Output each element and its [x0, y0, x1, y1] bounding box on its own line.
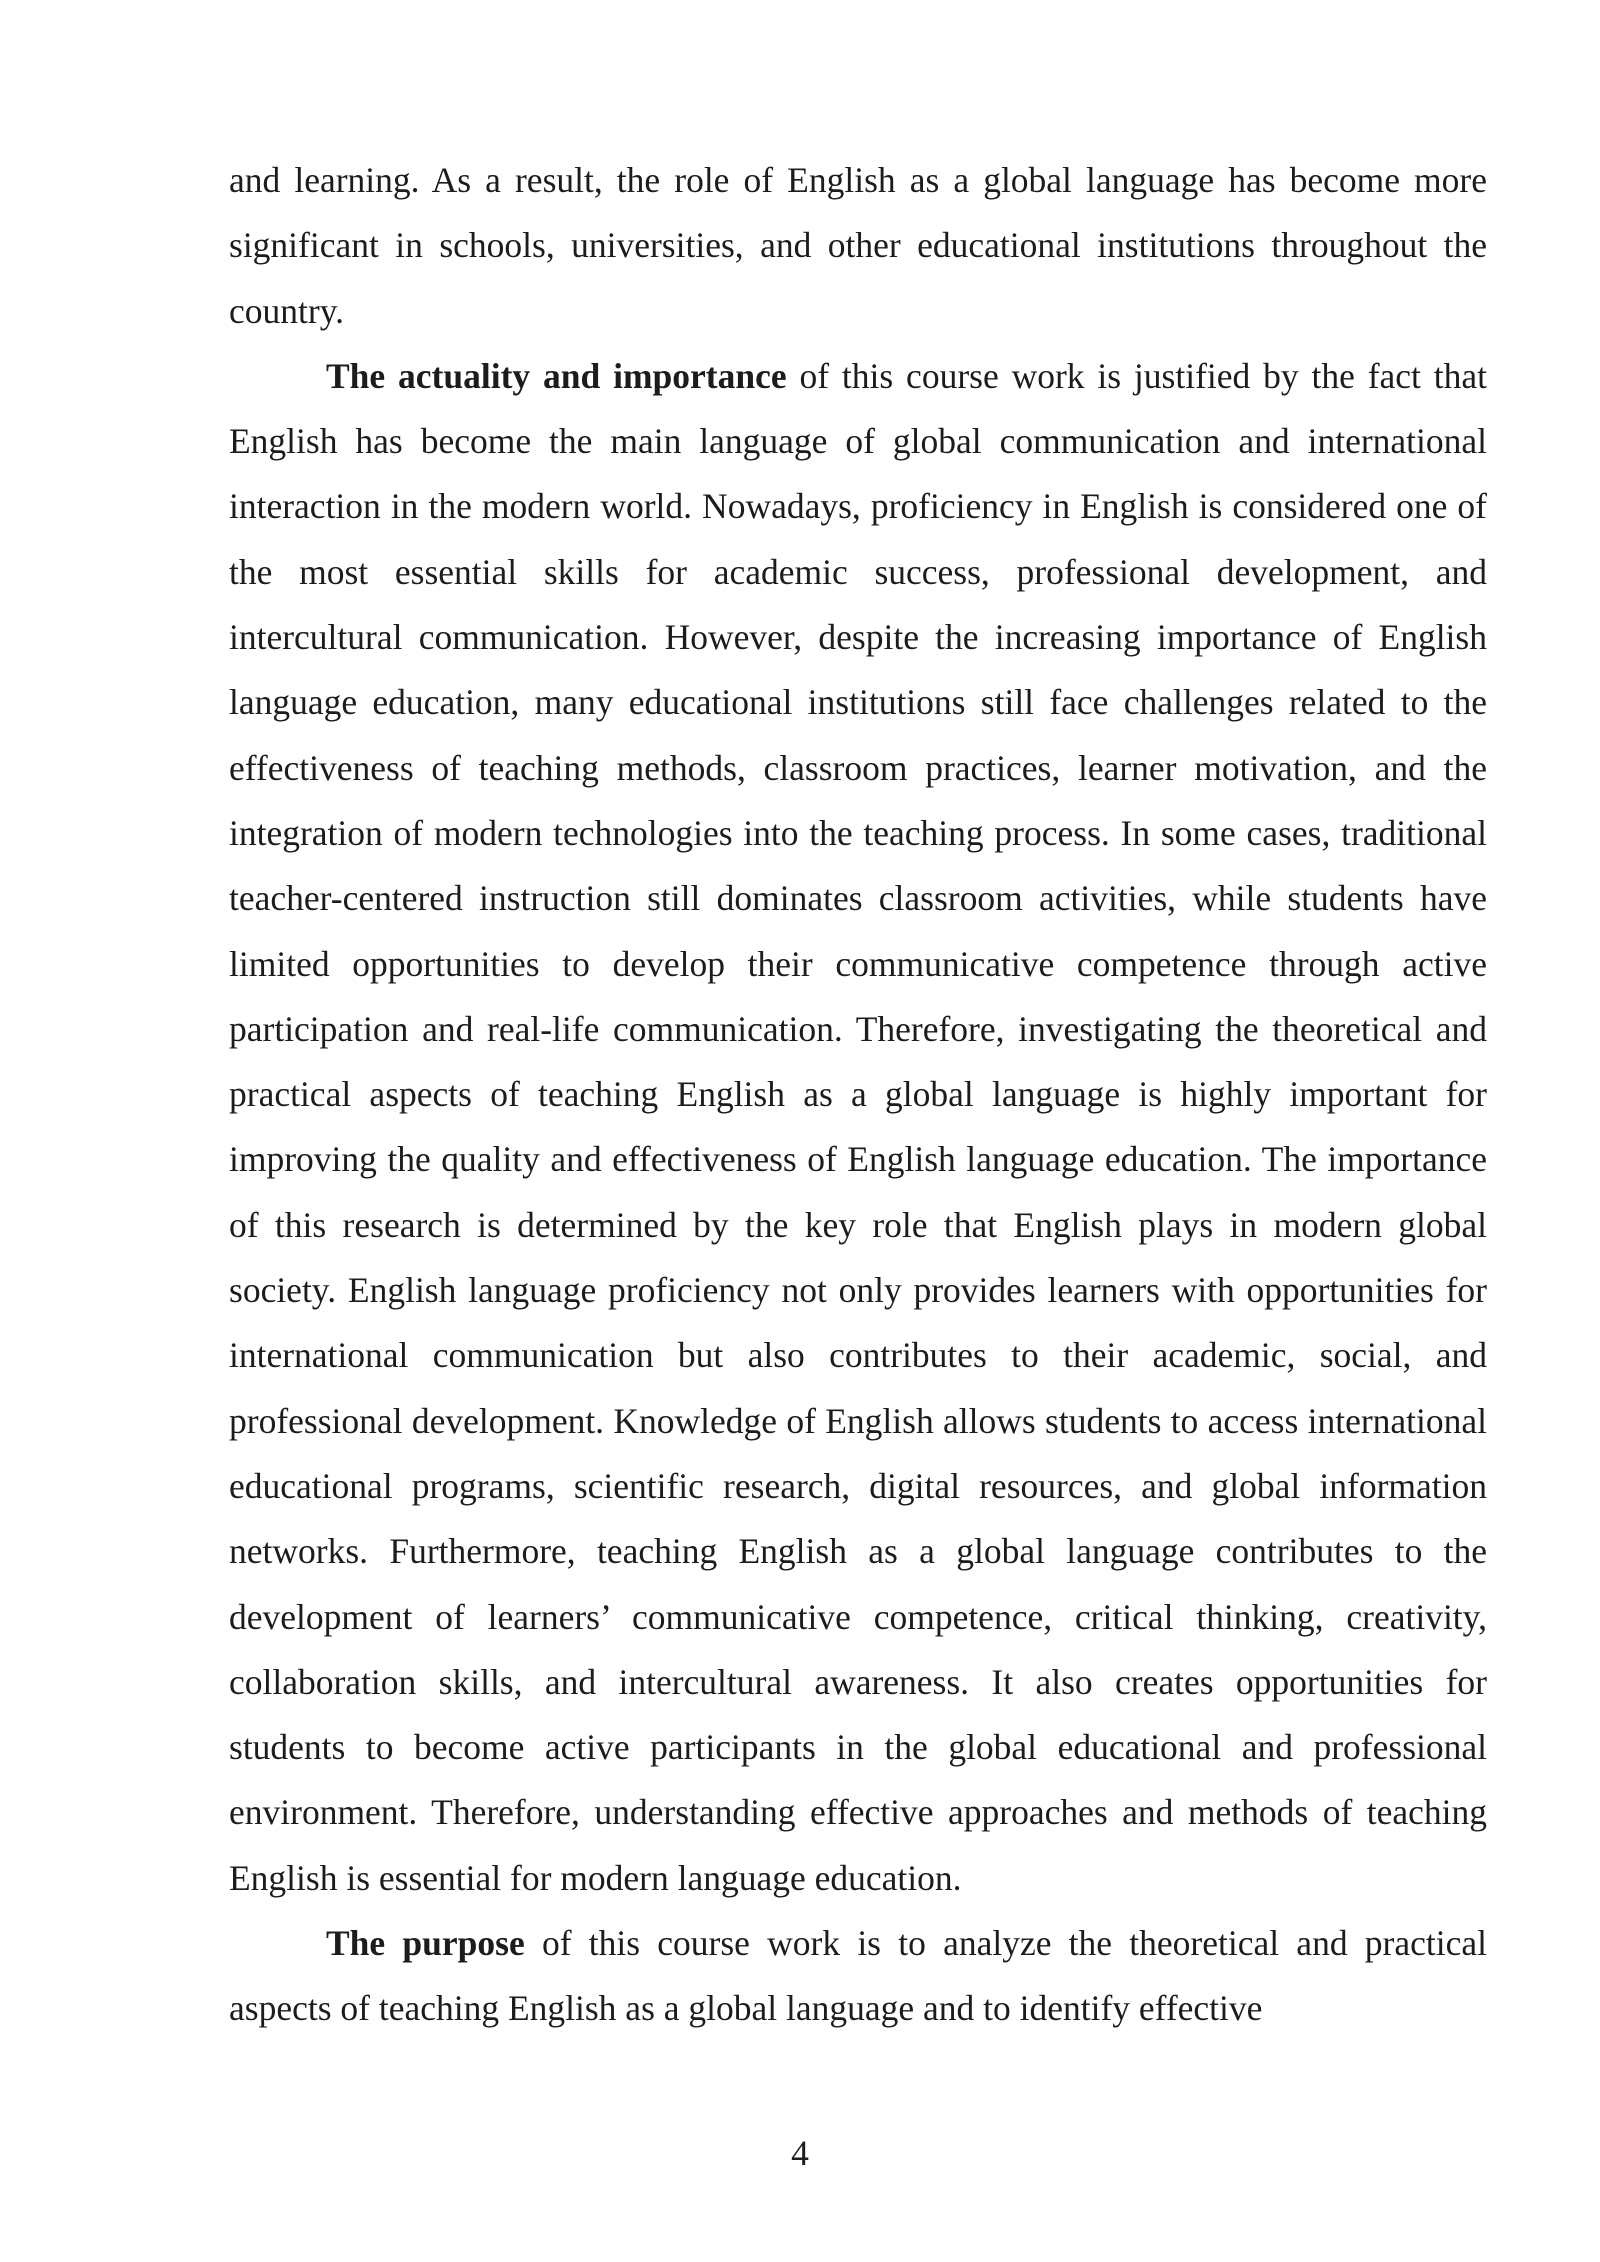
paragraph-purpose [229, 1911, 1487, 2042]
paragraph-actuality [229, 344, 1487, 1911]
page-number: 4 [791, 2133, 809, 2173]
paragraph-lead: The purpose [326, 1923, 525, 1964]
paragraph-text: of this course work is to analyze the theoretical and practical aspects of teaching English as a global language and to identify effective [229, 1923, 1487, 2029]
paragraph-text: and learning. As a result, the role of English as a global language has become more significant in schools, universities, and other educational institutions throughout the country. [229, 160, 1487, 331]
paragraph-continuation [229, 148, 1487, 344]
paragraph-text: of this course work is justified by the fact that English has become the main language of global communication and international interaction in the modern world. Nowadays, proficiency in English is considered one of the most essential skills for academic success, professional development, and intercultural communication. However, despite the increasing importance of English language education, many educational institutions still face challenges related to the effectiveness of teaching methods, classroom practices, learner motivation, and the integration of modern technologies into the teaching process. In some cases, traditional teacher-centered instruction still dominates classroom activities, while students have limited opportunities to develop their communicative competence through active participation and real-life communication. Therefore, investigating the theoretical and practical aspects of teaching English as a global language is highly important for improving the quality and effectiveness of English language education. The importance of this research is determined by the key role that English plays in modern global society. English language proficiency not only provides learners with opportunities for international communication but also contributes to their academic, social, and professional development. Knowledge of English allows students to access international educational programs, scientific research, digital resources, and global information networks. Furthermore, teaching English as a global language contributes to the development of learners’ communicative competence, critical thinking, creativity, collaboration skills, and intercultural awareness. It also creates opportunities for students to become active participants in the global educational and professional environment. Therefore, understanding effective approaches and methods of teaching English is essential for modern language education. [229, 355, 1487, 1898]
body-text [229, 148, 1487, 2042]
paragraph-lead: The actuality and importance [326, 355, 787, 396]
